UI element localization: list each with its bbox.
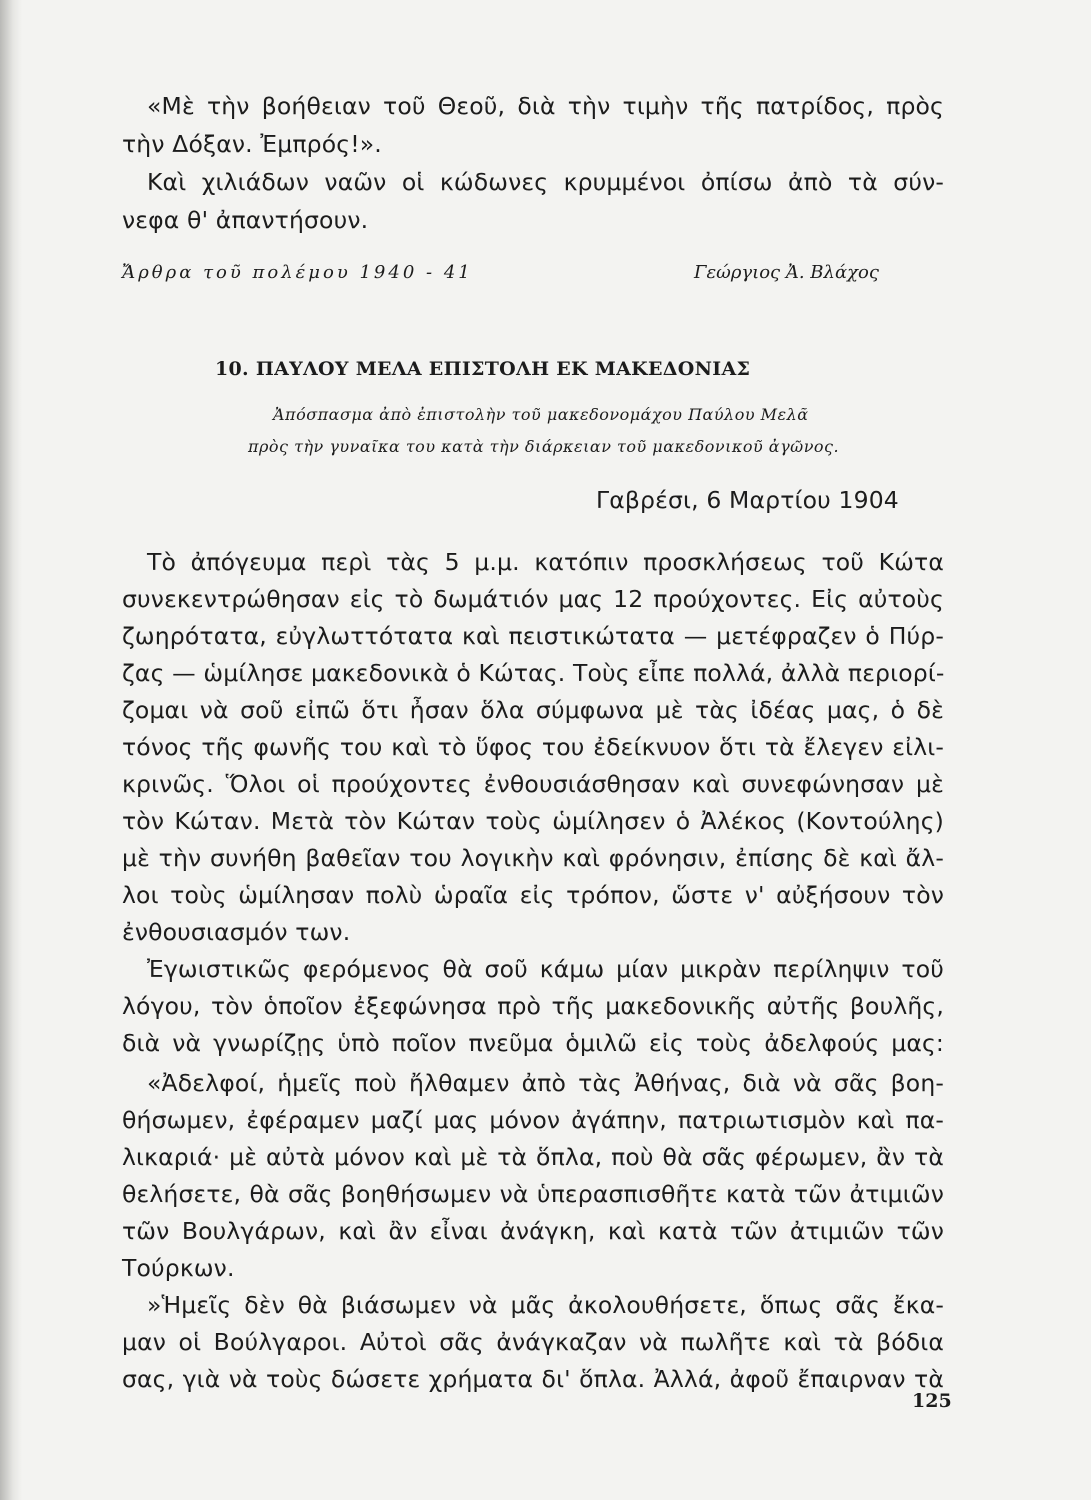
quote-line-2: τὴν Δόξαν. Ἐμπρός!». [122, 130, 382, 158]
author-signature: Γεώργιος Ἀ. Βλάχος [694, 262, 879, 283]
body-line: ἐνθουσιασμόν των. [122, 918, 351, 946]
body-line: Τούρκων. [122, 1254, 235, 1282]
body-line: συνεκεντρώθησαν εἰς τὸ δωμάτιόν μας 12 προύχοντες. Εἰς αὐτοὺς [122, 585, 944, 613]
body-line: «Ἀδελφοί, ἡμεῖς ποὺ ἤλθαμεν ἀπὸ τὰς Ἀθήνας, διὰ νὰ σᾶς βοη- [147, 1069, 944, 1097]
body-line: κρινῶς. Ὅλοι οἱ προύχοντες ἐνθουσιάσθησαν καὶ συνεφώνησαν μὲ [122, 770, 944, 798]
letter-dateline: Γαβρέσι, 6 Μαρτίου 1904 [596, 486, 899, 514]
body-line: τὸν Κώταν. Μετὰ τὸν Κώταν τοὺς ὡμίλησεν ὁ Ἀλέκος (Κοντούλης) [122, 807, 944, 835]
source-citation: Ἄρθρα τοῦ πολέμου 1940 - 41 [122, 262, 473, 283]
body-line: ζομαι νὰ σοῦ εἰπῶ ὅτι ἦσαν ὅλα σύμφωνα μὲ τὰς ἰδέας μας, ὁ δὲ [122, 696, 944, 724]
body-line: θελήσετε, θὰ σᾶς βοηθήσωμεν νὰ ὑπερασπισθῆτε κατὰ τῶν ἀτιμιῶν [122, 1180, 944, 1208]
body-line: θήσωμεν, ἐφέραμεν μαζί μας μόνον ἀγάπην, πατριωτισμὸν καὶ πα- [122, 1106, 944, 1134]
body-line: λικαριά· μὲ αὐτὰ μόνον καὶ μὲ τὰ ὅπλα, ποὺ θὰ σᾶς φέρωμεν, ἂν τὰ [122, 1143, 944, 1171]
body-line: λόγου, τὸν ὁποῖον ἐξεφώνησα πρὸ τῆς μακεδονικῆς αὐτῆς βουλῆς, [122, 992, 944, 1020]
body-line: Ἐγωιστικῶς φερόμενος θὰ σοῦ κάμω μίαν μικρὰν περίληψιν τοῦ [147, 955, 944, 983]
quote-line-4: νεφα θ' ἀπαντήσουν. [122, 206, 369, 234]
body-line: ζωηρότατα, εὐγλωττότατα καὶ πειστικώτατα — μετέφραζεν ὁ Πύρ- [122, 622, 944, 650]
section-note-line-1: Ἀπόσπασμα ἀπὸ ἐπιστολὴν τοῦ μακεδονομάχου Παύλου Μελᾶ [273, 405, 809, 424]
body-line: μὲ τὴν συνήθη βαθεῖαν του λογικὴν καὶ φρόνησιν, ἐπίσης δὲ καὶ ἄλ- [122, 844, 944, 872]
section-note-line-2: πρὸς τὴν γυναῖκα του κατὰ τὴν διάρκειαν τοῦ μακεδονικοῦ ἀγῶνος. [248, 437, 840, 456]
page-number: 125 [912, 1390, 952, 1412]
body-line: διὰ νὰ γνωρίζῃς ὑπὸ ποῖον πνεῦμα ὁμιλῶ εἰς τοὺς ἀδελφούς μας: [122, 1029, 944, 1057]
body-line: »Ἡμεῖς δὲν θὰ βιάσωμεν νὰ μᾶς ἀκολουθήσετε, ὅπως σᾶς ἔκα- [147, 1291, 944, 1319]
quote-line-3: Καὶ χιλιάδων ναῶν οἱ κώδωνες κρυμμένοι ὀπίσω ἀπὸ τὰ σύν- [147, 168, 944, 196]
body-line: λοι τοὺς ὡμίλησαν πολὺ ὡραῖα εἰς τρόπον, ὥστε ν' αὐξήσουν τὸν [122, 881, 944, 909]
section-title: 10. ΠΑΥΛΟΥ ΜΕΛΑ ΕΠΙΣΤΟΛΗ ΕΚ ΜΑΚΕΔΟΝΙΑΣ [215, 358, 751, 380]
quote-line-1: «Μὲ τὴν βοήθειαν τοῦ Θεοῦ, διὰ τὴν τιμὴν τῆς πατρίδος, πρὸς [147, 92, 944, 120]
body-line: Τὸ ἀπόγευμα περὶ τὰς 5 μ.μ. κατόπιν προσκλήσεως τοῦ Κώτα [147, 548, 944, 576]
body-line: ζας — ὡμίλησε μακεδονικὰ ὁ Κώτας. Τοὺς εἶπε πολλά, ἀλλὰ περιορί- [122, 659, 945, 687]
body-line: τόνος τῆς φωνῆς του καὶ τὸ ὕφος του ἐδείκνυον ὅτι τὰ ἔλεγεν εἰλι- [122, 733, 944, 761]
body-line: τῶν Βουλγάρων, καὶ ἂν εἶναι ἀνάγκη, καὶ κατὰ τῶν ἀτιμιῶν τῶν [122, 1217, 944, 1245]
body-line: σας, γιὰ νὰ τοὺς δώσετε χρήματα δι' ὅπλα. Ἀλλά, ἀφοῦ ἔπαιρναν τὰ [122, 1365, 944, 1393]
body-line: μαν οἱ Βούλγαροι. Αὐτοὶ σᾶς ἀνάγκαζαν νὰ πωλῆτε καὶ τὰ βόδια [122, 1328, 944, 1356]
